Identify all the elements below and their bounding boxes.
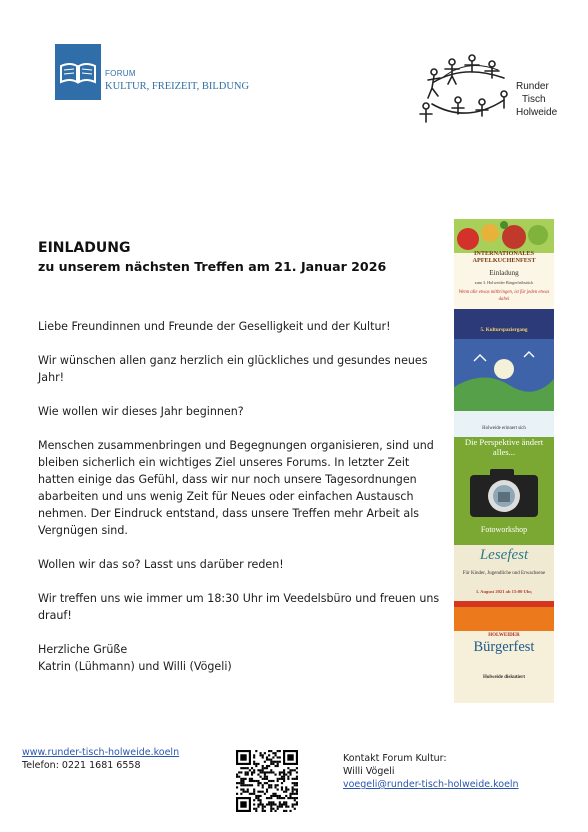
poster2-title: 5. Kulturspaziergang xyxy=(480,327,528,333)
footer-left xyxy=(22,746,179,772)
contact-name: Willi Vögeli xyxy=(343,766,395,777)
rt-logo-line3: Holweide xyxy=(516,107,558,118)
footer-right xyxy=(343,752,519,791)
poster-kulturspaziergang xyxy=(454,309,554,437)
dancing-people-circle-icon xyxy=(412,42,517,132)
paragraph-3: Wie wollen wir dieses Jahr beginnen? xyxy=(38,405,244,418)
runder-tisch-logo xyxy=(412,42,562,132)
rt-logo-line1: Runder xyxy=(516,81,549,92)
forum-logo-line2: KULTUR, FREIZEIT, BILDUNG xyxy=(105,81,250,92)
camera-icon xyxy=(468,465,540,519)
qr-code-icon xyxy=(236,750,298,812)
poster4-date: 1. August 2021 ab 15:00 Uhr, xyxy=(475,589,533,594)
poster-buergerfest xyxy=(454,631,554,703)
poster3-title: Die Perspektive ändert alles... xyxy=(464,437,544,457)
poster1-sub: Einladung xyxy=(489,269,519,277)
poster5-small: HOLWEIDER xyxy=(488,633,520,638)
poster-lesefest xyxy=(454,545,554,631)
poster3-foot: Fotoworkshop xyxy=(480,525,528,534)
website-link[interactable]: www.runder-tisch-holweide.koeln xyxy=(22,747,180,758)
poster1-sub2: zum 3. Holweider Bürgerfrühstück xyxy=(474,280,534,285)
contact-label: Kontakt Forum Kultur: xyxy=(343,753,447,764)
poster5-sub: Holweide diskutiert xyxy=(482,675,526,680)
poster2-sub: Holweide erinnert sich xyxy=(482,426,526,431)
poster4-title: Lesefest xyxy=(479,547,529,563)
paragraph-1: Liebe Freundinnen und Freunde der Geselligkeit und der Kultur! xyxy=(38,320,391,333)
poster-apfelkuchenfest xyxy=(454,219,554,309)
letter-body xyxy=(38,318,448,675)
open-book-icon xyxy=(55,44,101,100)
page-subtitle: zu unserem nächsten Treffen am 21. Januar 2026 xyxy=(38,259,387,274)
signature: Katrin (Lühmann) und Willi (Vögeli) xyxy=(38,660,232,673)
poster1-red: Wenn alle etwas mitbringen, ist für jeden etwas dabei xyxy=(458,290,550,302)
paragraph-5: Wollen wir das so? Lasst uns darüber reden! xyxy=(38,558,284,571)
poster-column xyxy=(454,219,554,703)
paragraph-4: Menschen zusammenbringen und Begegnungen organisieren, sind und bleiben sicherlich ein wichtiges Ziel unseres Forums. In letzter Zeit hatten einige das Gefühl, dass wir nur noch unsere Tagesordnungen abarbeiten und uns wenig Zeit für Neues oder einfachen Austausch nehmen. Der Eindruck entstand, dass unsere Treffen mehr Arbeit als Vergnügen sind. xyxy=(38,439,434,537)
poster-fotoworkshop xyxy=(454,437,554,545)
paragraph-6: Wir treffen uns wie immer um 18:30 Uhr im Veedelsbüro und freuen uns drauf! xyxy=(38,592,440,622)
forum-logo xyxy=(55,44,250,102)
night-scene-icon xyxy=(454,339,554,411)
poster4-sub: Für Kinder, Jugendliche und Erwachsene xyxy=(462,571,546,576)
headline xyxy=(38,240,438,274)
poster5-title: Bürgerfest xyxy=(473,639,535,655)
greeting: Herzliche Grüße xyxy=(38,643,128,656)
poster1-title: INTERNATIONALES APFELKUCHENFEST xyxy=(472,250,536,264)
page-title: EINLADUNG xyxy=(38,240,131,256)
rt-logo-line2: Tisch xyxy=(522,94,546,105)
apples-icon xyxy=(454,219,554,253)
forum-logo-line1: FORUM xyxy=(105,69,136,78)
contact-email-link[interactable]: voegeli@runder-tisch-holweide.koeln xyxy=(343,779,519,790)
paragraph-2: Wir wünschen allen ganz herzlich ein glückliches und gesundes neues Jahr! xyxy=(38,354,428,384)
phone-text: Telefon: 0221 1681 6558 xyxy=(22,760,141,771)
